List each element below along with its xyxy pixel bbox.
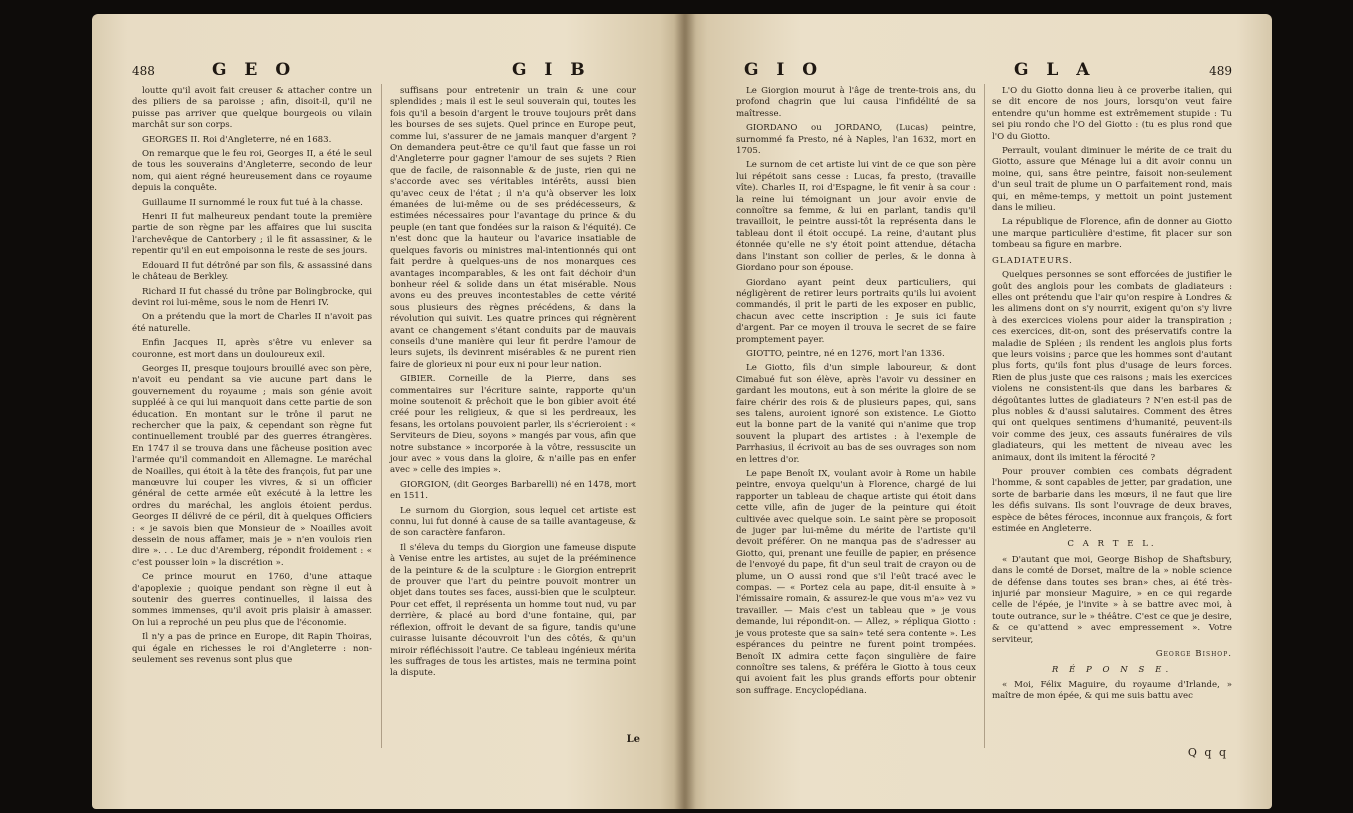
paragraph: Le surnom de cet artiste lui vint de ce que son père lui répétoit sans cesse : Lucas, fa presto, (travaille vîte). Charles II, roi d'Espagne, le fit venir à sa cour : la reine lui témoignant un jour avoir envie de connoître sa femme, & lui en parlant, tandis qu'il travailloit, le peintre aussi-tôt la représenta dans le tableau dont il étoit occupé. La reine, d'autant plus étonnée qu'elle ne s'y étoit point attendue, détacha dans l'instant son collier de perles, & le donna à Giordano pour son épouse. <box>736 160 976 274</box>
paragraph: Perrault, voulant diminuer le mérite de ce trait du Giotto, assure que Ménage lui a dit avoir connu un moine, qui, sans être peintre, faisoit non-seulement d'un seul trait de plume un O parfaitement rond, mais qui, en même-temps, y mettoit un point justement dans le milieu. <box>992 146 1232 214</box>
paragraph: GIORDANO ou JORDANO, (Lucas) peintre, surnommé fa Presto, né à Naples, l'an 1632, mort en 1705. <box>736 123 976 157</box>
running-head-gib: G I B <box>512 60 591 80</box>
signature-mark: Q q q <box>1187 746 1228 759</box>
paragraph: GIOTTO, peintre, né en 1276, mort l'an 1336. <box>746 348 945 359</box>
right-column-2 <box>992 86 1232 706</box>
paragraph: Guillaume II surnommé le roux fut tué à la chasse. <box>142 197 363 208</box>
book-gutter <box>674 14 696 809</box>
paragraph: Le Giorgion mourut à l'âge de trente-trois ans, du profond chagrin que lui causa l'infidélité de sa maîtresse. <box>736 86 976 119</box>
paragraph: « D'autant que moi, George Bishop de Shaftsbury, dans le comté de Dorset, maître de la » noble science de défense dans toutes ses bran» ches, ai été très-injurié par monsieur Maguire, » en ce qui regarde celle de l'épée, je l'invite » à se battre avec moi, à toute outrance, sur le » théâtre. C'est ce que je desire, & ce qu'attend » avec empressement ». Votre serviteur, <box>992 554 1232 645</box>
page-number-left: 488 <box>132 64 155 78</box>
left-column-2 <box>390 86 636 683</box>
paragraph: suffisans pour entretenir un train & une cour splendides ; mais il est le seul souverain qui, toutes les fois qu'il a besoin d'argent le trouve toujours prêt dans les bourses de ses sujets. Quel prince en Europe peut, comme lui, s'assurer de ne jamais manquer d'argent ? On demandera peut-être ce qu'il faut que fasse un roi d'Angleterre pour gagner l'amour de ses sujets ? Rien que de facile, de raisonnable & de juste, rien qui ne s'accorde avec ses véritables intérêts, aussi bien qu'avec ceux de l'état ; il n'a qu'à observer les loix émanées de lui-même ou de ses prédécesseurs, & estimées nécessaires pour l'avantage du prince & du peuple (en tant que fondées sur la raison & l'équité). Ce n'est donc que la hauteur ou l'avarice insatiable de quelques favoris ou ministres mal-intentionnés qui ont fait perdre à quelques-uns de nos monarques ces avantages incomparables, & les ont fait déchoir d'un bonheur réel & solide dans un état misérable. Nous avons eu des preuves incontestables de cette vérité sous plusieurs des règnes précédens, & dans la révolution qui suivit. Les quatre princes qui régnèrent avant ce changement s'étant conduits par de mauvais conseils d'une manière qui leur fit perdre l'amour de leurs sujets, ils devinrent misérables & ne purent rien faire de glorieux ni pour eux ni pour leur nation. <box>390 86 636 370</box>
left-page <box>92 14 684 809</box>
paragraph: Le pape Benoît IX, voulant avoir à Rome un habile peintre, envoya quelqu'un à Florence, chargé de lui rapporter un tableau de chaque artiste qui étoit dans cette ville, afin de juger de la peinture qui étoit cultivée avec quelque soin. Le saint père se proposoit de juger par lui-même du mérite de l'artiste qu'il devoit préférer. On ne manqua pas de s'adresser au Giotto, qui, prenant une feuille de papier, en présence de l'envoyé du pape, fit d'un seul trait de crayon ou de plume, un O aussi rond que s'il l'eût tracé avec le compas. — « Portez cela au pape, dit-il ensuite à » l'émissaire romain, & assurez-le que vous m'a» vez vu travailler. — Mais c'est un tableau que » je vous demande, lui répondit-on. — Allez, » répliqua Giotto : je vous proteste que sa sain» teté sera contente ». Les espérances du peintre ne furent point trompées. Benoît IX admira cette façon singulière de faire connoître ses talens, & préféra le Giotto à tous ceux qui avoient fait les plus grands efforts pour obtenir son suffrage. Encyclopédiana. <box>736 469 976 696</box>
page-number-right: 489 <box>1209 64 1232 78</box>
paragraph: GIBIER. Corneille de la Pierre, dans ses commentaires sur l'écriture sainte, rapporte qu'un moine soutenoit & prêchoit que le bon gibier avoit été créé pour les religieux, & que si les perdreaux, les fesans, les ortolans pouvoient parler, ils s'écrieroient : « Serviteurs de Dieu, soyons » mangés par vous, afin que notre substance » incorporée à la vôtre, ressuscite un jour avec » vous dans la gloire, & n'aille pas en enfer avec » celle des impies ». <box>390 374 636 476</box>
paragraph: Quelques personnes se sont efforcées de justifier le goût des anglois pour les combats de gladiateurs : elles ont prétendu que l'air qu'on respire à Londres & les alimens dont on s'y nourrit, exigent qu'on s'y livre à des exercices violens pour aider la transpiration ; ces exercices, dit-on, sont des préservatifs contre la maladie de Spléen ; ils rendent les anglois plus forts que leurs voisins ; parce que les hommes sont d'autant plus forts, qu'ils font plus d'usage de leurs forces. Rien de plus juste que ces raisons ; mais les exercices violens ne consistent-ils que dans les barbares & dégoûtantes luttes de gladiateurs ? N'en est-il pas de plus nobles & d'aussi salutaires. Comment des êtres qui ont quelques sentimens d'humanité, peuvent-ils voir comme des jeux, ces assauts funéraires de vils gladiateurs, qui les mettent de niveau avec les animaux, dont ils imitent la férocité ? <box>992 270 1232 463</box>
paragraph: GIORGION, (dit Georges Barbarelli) né en 1478, mort en 1511. <box>390 479 636 502</box>
paragraph: Giordano ayant peint deux particuliers, qui négligèrent de retirer leurs portraits qu'ils lui avoient commandés, il prit le parti de les exposer en public, chacun avec cette inscription : Je suis ici faute d'argent. Par ce moyen il trouva le secret de se faire promptement payer. <box>736 277 976 345</box>
paragraph: « Moi, Félix Maguire, du royaume d'Irlande, » maître de mon épée, & qui me suis battu avec <box>992 679 1232 702</box>
right-column-1 <box>736 86 976 700</box>
paragraph: La république de Florence, afin de donner au Giotto une marque particulière d'estime, fit placer sur son tombeau sa figure en marbre. <box>992 217 1232 251</box>
paragraph: Richard II fut chassé du trône par Bolingbrocke, qui devint roi lui-même, sous le nom de Henri IV. <box>132 286 372 308</box>
paragraph: On remarque que le feu roi, Georges II, a été le seul de tous les souverains d'Angleterre, secondo de leur nom, qui aient régné heureusement dans ce royaume depuis la conquête. <box>132 149 372 194</box>
paragraph: On a prétendu que la mort de Charles II n'avoit pas été naturelle. <box>132 312 372 334</box>
column-rule <box>984 84 985 748</box>
right-page <box>684 14 1272 809</box>
paragraph: R É P O N S E. <box>1051 664 1173 675</box>
paragraph: C A R T E L. <box>1067 539 1157 550</box>
paragraph: Le Giotto, fils d'un simple laboureur, & dont Cimabué fut son élève, après l'avoir vu dessiner en gardant les moutons, eut à son mérite la gloire de se faire chérir des rois & de plusieurs papes, qui, sans ses talens, auroient ignoré son existence. Le Giotto eut la bonne part de la vanité qui n'anime que trop souvent la plupart des artistes : à l'exemple de Parrhasius, il écrivoit au bas de ses ouvrages son nom en lettres d'or. <box>736 363 976 465</box>
running-head-gio: G I O <box>744 60 824 80</box>
paragraph: GEORGES II. Roi d'Angleterre, né en 1683. <box>142 134 332 145</box>
paragraph: loutte qu'il avoit fait creuser & attacher contre un des piliers de sa paroisse ; afin, disoit-il, qu'il ne puisse pas arriver que quelque bourgeois ou vilain marchât sur son corps. <box>132 86 372 131</box>
paragraph: Enfin Jacques II, après s'être vu enlever sa couronne, est mort dans un douloureux exil. <box>132 338 372 360</box>
paragraph: Le surnom du Giorgion, sous lequel cet artiste est connu, lui fut donné à cause de sa taille avantageuse, & de son caractère fanfaron. <box>390 505 636 539</box>
running-head-geo: G E O <box>212 60 297 80</box>
running-head-gla: G L A <box>1014 60 1096 80</box>
left-column-1 <box>132 86 372 670</box>
paragraph: GLADIATEURS. <box>992 255 1073 266</box>
paragraph: Il n'y a pas de prince en Europe, dit Rapin Thoiras, qui égale en richesses le roi d'Angleterre : non-seulement ses revenus sont plus que <box>132 632 372 666</box>
open-book <box>92 14 1272 809</box>
paragraph: Il s'éleva du temps du Giorgion une fameuse dispute à Venise entre les artistes, au sujet de la prééminence de la peinture & de la sculpture : le Giorgion entreprit de prouver que l'art du peintre pouvoit montrer un objet dans toutes ses faces, aussi-bien que le sculpteur. Pour cet effet, il représenta un homme tout nud, vu par derrière, & placé au bord d'une fontaine, qui, par réflexion, offroit le devant de sa figure, tandis qu'une cuirasse luisante découvroit l'un des côtés, & qu'un miroir réfléchissoit l'autre. Ce tableau ingénieux mérita les suffrages de tous les artistes, mais ne termina point la dispute. <box>390 542 636 679</box>
paragraph: George Bishop. <box>1155 649 1232 660</box>
paragraph: Edouard II fut détrôné par son fils, & assassiné dans le château de Berkley. <box>132 260 372 283</box>
column-rule <box>381 84 382 748</box>
paragraph: Georges II, presque toujours brouillé avec son père, n'avoit eu pendant sa vie aucune part dans le gouvernement du royaume ; mais son génie avoit suppléé à ce qui lui manquoit dans cette partie de son éducation. En montant sur le trône il parut ne rechercher que la paix, & cependant son règne fut continuellement troublé par des guerres étrangères. En 1747 il se trouva dans une fâcheuse position avec l'armée qu'il commandoit en Allemagne. Le maréchal de Noailles, qui étoit à la tête des françois, fut par une manœuvre lui couper les vivres, & si un officier général de cette armée eût exécuté à la lettre les ordres du maréchal, les anglois étoient perdus. Georges II délivré de ce péril, dit à quelques Officiers : « je savois bien que Monsieur de » Noailles avoit dessein de nous affamer, mais je » n'en voulois rien dire ». . . Le duc d'Aremberg, répondit froidement : « c'est pousser loin » la discrétion ». <box>132 363 372 568</box>
paragraph: Ce prince mourut en 1760, d'une attaque d'apoplexie ; quoique pendant son règne il eut à soutenir des guerres continuelles, il laissa des sommes immenses, qu'il avoit pris plaisir à amasser. On lui a reproché un peu plus que de l'économie. <box>132 572 372 628</box>
catchword: Le <box>626 734 640 745</box>
paragraph: Henri II fut malheureux pendant toute la première partie de son règne par les affaires que lui suscita l'archevêque de Cantorbery ; il le fit assassiner, & le repentir qu'il en eut empoisonna le reste de ses jours. <box>132 212 372 257</box>
paragraph: Pour prouver combien ces combats dégradent l'homme, & sont capables de jetter, par gradation, une sorte de barbarie dans les mœurs, il ne faut que lire les défis suivans. Ils sont l'ouvrage de deux braves, espèce de bêtes féroces, inconnue aux françois, & fort estimée en Angleterre. <box>992 467 1232 535</box>
paragraph: L'O du Giotto donna lieu à ce proverbe italien, qui se dit encore de nos jours, lorsqu'on veut faire entendre qu'un homme est extrêmement stupide : Tu sei piu rondo che l'O del Giotto : (tu es plus rond que l'O du Giotto. <box>992 86 1232 142</box>
